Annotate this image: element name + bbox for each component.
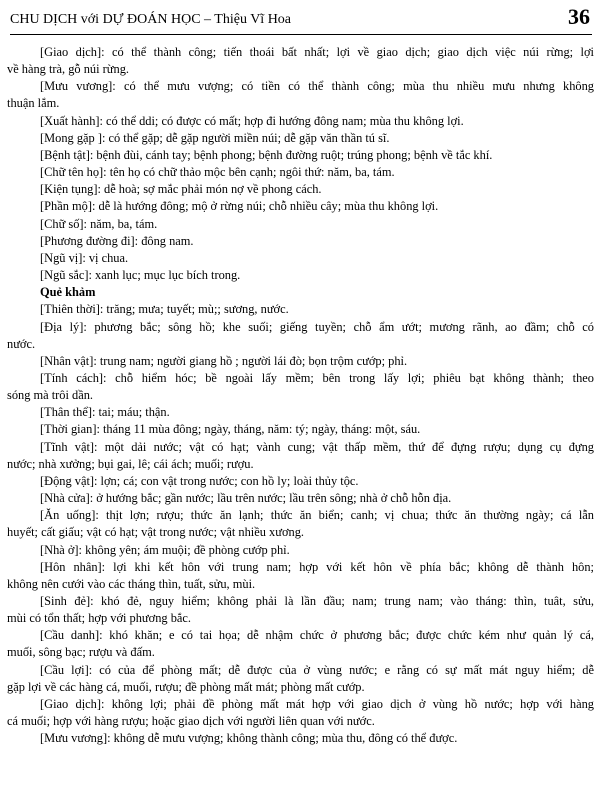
- text-line: [Nhà cửa]: ở hướng bắc; gần nước; lầu trên nước; lầu trên sông; nhà ở chỗ hỗn địa.: [40, 491, 452, 506]
- text-line: [Phương đường đi]: đông nam.: [40, 233, 194, 248]
- text-line: [Giao dịch]: không lợi; phải đề phòng mất mát hợp với giao dịch ở vùng hồ nước; hợp với hàng: [40, 696, 594, 711]
- text-line: [Nhân vật]: trung nam; người giang hồ ; người lái đò; bọn trộm cướp; phỉ.: [40, 353, 408, 368]
- text-line: huyết; cất giấu; vật có hạt; vật trong nước; vật nhiều xương.: [7, 525, 304, 540]
- text-line: [Tính cách]: chỗ hiểm hóc; bề ngoài lấy mềm; bên trong lấy lợi; phiêu bạt không thành; theo: [40, 370, 594, 385]
- text-line: [Ăn uống]: thịt lợn; rượu; thức ăn lạnh; thức ăn biển; canh; vị chua; thức ăn thường ngày; cá lẫn: [40, 508, 594, 523]
- text-line: nước; nhà xưởng; bụi gai, lê; cái ách; muối; rượu.: [7, 456, 254, 471]
- text-line: [Cầu lợi]: có của để phòng mất; dễ được của ở vùng nước; e rằng có sự mất mát nguy hiểm; dễ: [40, 662, 594, 677]
- text-line: nước.: [7, 336, 36, 351]
- text-line: [Động vật]: lợn; cá; con vật trong nước; con hồ ly; loài thủy tộc.: [40, 473, 359, 488]
- text-line: về hàng trà, gỗ núi rừng.: [7, 62, 129, 77]
- text-line: sóng mà trôi dần.: [7, 388, 94, 403]
- text-line: [Kiện tụng]: dễ hoà; sợ mắc phải món nợ về phong cách.: [40, 182, 322, 197]
- text-line: không nên cưới vào các tháng thìn, tuất, sửu, mùi.: [7, 576, 256, 591]
- text-line: [Phần mộ]: dễ là hướng đông; mộ ở rừng núi; chỗ nhiều cây; mùa thu không lợi.: [40, 199, 439, 214]
- text-line: muối, sông bạc; rượu và đấm.: [7, 645, 155, 660]
- text-line: [Mưu vương]: không dễ mưu vượng; không thành công; mùa thu, đông có thể được.: [40, 731, 458, 746]
- page-number: 36: [568, 4, 590, 29]
- text-line: [Mưu vương]: có thể mưu vượng; có tiền có thể thành công; mùa thu nhiều mưu nhưng không: [40, 79, 594, 94]
- text-line: [Mong gặp ]: có thể gặp; dễ gặp người miền núi; dễ gặp văn thần tú sĩ.: [40, 130, 390, 145]
- text-line: [Chữ số]: năm, ba, tám.: [40, 216, 158, 231]
- header-title: CHU DỊCH với DỰ ĐOÁN HỌC – Thiệu Vĩ Hoa: [10, 12, 292, 27]
- text-line: [Hôn nhân]: lợi khi kết hôn với trung nam; hợp với kết hôn về phía bắc; không dễ thành hôn;: [40, 559, 594, 574]
- page-header: [10, 4, 592, 35]
- text-line: [Giao dịch]: có thể thành công; tiến thoái bất nhất; lợi về giao dịch; giao dịch việc núi rừng; lợi: [40, 45, 594, 59]
- text-line: [Địa lý]: phương bắc; sông hồ; khe suối; giếng tuyền; chỗ ẩm ướt; mương rãnh, ao đầm; chỗ có: [40, 319, 594, 334]
- text-line: [Xuất hành]: có thể ddi; có được có mất; hợp đi hướng đông nam; mùa thu không lợi.: [40, 113, 464, 128]
- text-line: cá muối; hợp với hàng rượu; hoặc giao dịch với người liên quan với nước.: [7, 714, 375, 729]
- text-line: [Thời gian]: tháng 11 mùa đông; ngày, tháng, năm: tý; ngày, tháng: một, sáu.: [40, 422, 421, 437]
- text-line: [Thiên thời]: trăng; mưa; tuyết; mù;; sương, nước.: [40, 302, 289, 317]
- text-line: [Thân thể]: tai; máu; thận.: [40, 405, 170, 420]
- text-line: mùi có tổn thất; hợp với phương bắc.: [7, 611, 191, 626]
- text-line: [Bệnh tật]: bệnh đùi, cánh tay; bệnh phong; bệnh đường ruột; trúng phong; bệnh về tắc khí.: [40, 147, 493, 162]
- text-line: [Nhà ở]: không yên; ám muội; đề phòng cướp phỉ.: [40, 542, 290, 557]
- page-body: [7, 44, 594, 747]
- text-line: [Chữ tên họ]: tên họ có chữ thảo mộc bên cạnh; ngôi thứ: năm, ba, tám.: [40, 165, 395, 180]
- text-line: gặp lợi về các hàng cá, muối, rượu; đề phòng mất mát; phòng mất cướp.: [7, 679, 365, 694]
- text-line: thuận lắm.: [7, 96, 60, 111]
- text-line: [Ngũ vị]: vị chua.: [40, 250, 129, 265]
- text-line: [Ngũ sắc]: xanh lục; mục lục bích trong.: [40, 268, 241, 283]
- section-heading: Quẻ khảm: [40, 285, 96, 300]
- text-line: [Sinh đẻ]: khó đẻ, nguy hiểm; không phải là lần đầu; nam; trung nam; vào tháng: thìn, tuât, sửu,: [40, 594, 594, 608]
- text-line: [Tĩnh vật]: một dải nước; vật có hạt; vành cung; vật thấp mềm, thứ để đựng rượu; dụng cụ đựng: [40, 439, 594, 454]
- text-line: [Cầu danh]: khó khăn; e có tai họa; dễ nhậm chức ở phương bắc; được chức kém như quản lý cá,: [40, 628, 594, 643]
